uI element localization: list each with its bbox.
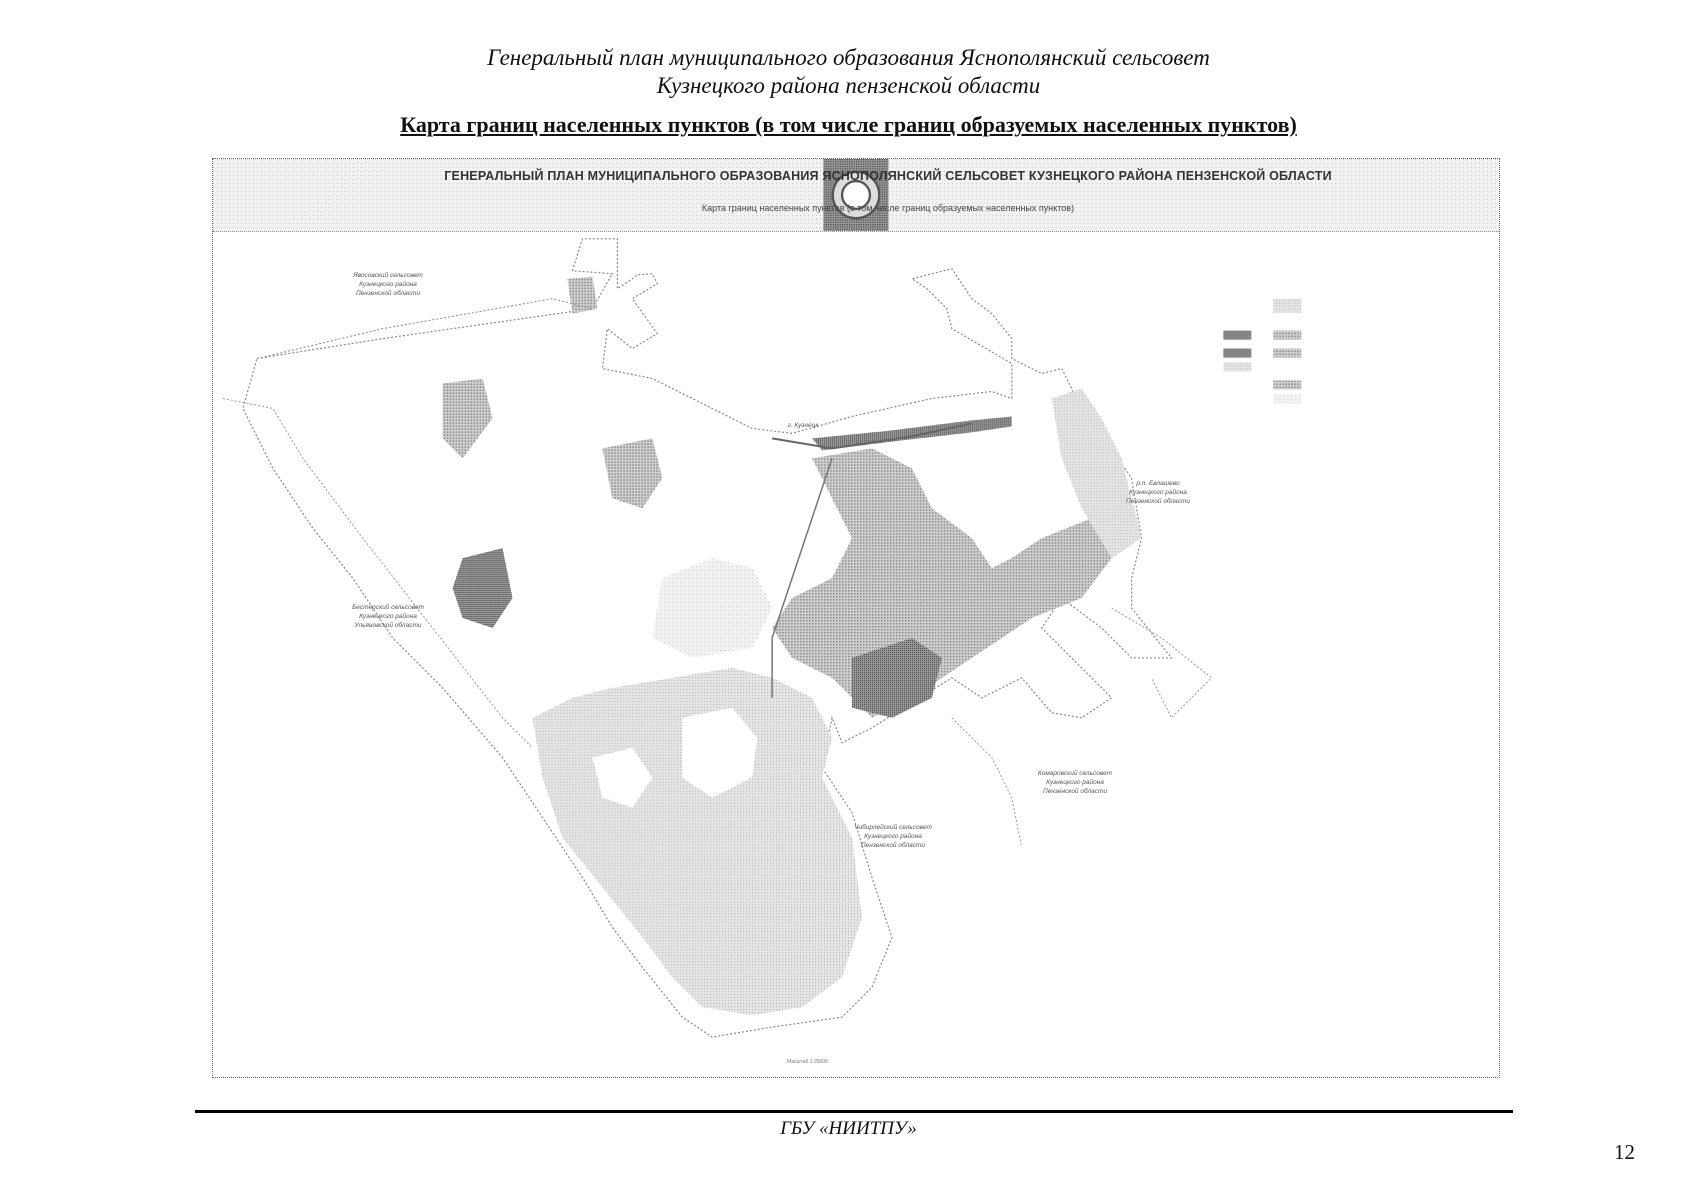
- document-header: [0, 44, 1697, 100]
- legend-swatch-3: [1223, 363, 1251, 372]
- map-subtitle: Карта границ населенных пунктов (в том числе границ образуемых населенных пунктов): [701, 203, 1075, 213]
- footer-organization: ГБУ «НИИТПУ»: [780, 1118, 917, 1139]
- legend-swatch-8: [1273, 394, 1301, 403]
- legend-swatch-6: [1273, 349, 1301, 358]
- map-frame: [212, 158, 1500, 1078]
- zone-north-connector: [567, 277, 597, 314]
- footer-rule: [195, 1110, 1513, 1113]
- map-title: ГЕНЕРАЛЬНЫЙ ПЛАН МУНИЦИПАЛЬНОГО ОБРАЗОВАНИЯ ЯСНОПОЛЯНСКИЙ СЕЛЬСОВЕТ КУЗНЕЦКОГО РАЙОНА ПЕНЗЕНСКОЙ ОБЛАСТИ: [444, 169, 1332, 183]
- label-city: г. Кузнецк: [787, 422, 819, 429]
- legend-swatch-4: [1273, 299, 1301, 313]
- map-caption: Карта границ населенных пунктов (в том числе границ образуемых населенных пунктов): [400, 112, 1297, 137]
- legend-swatch-1: [1223, 331, 1251, 340]
- outer-boundary-south: [952, 718, 1022, 848]
- scale-label: Масштаб 1:25000: [787, 1059, 828, 1065]
- page-number: 12: [1614, 1140, 1635, 1164]
- legend-swatch-2: [1223, 349, 1251, 358]
- label-west: Бестерский сельсовет Кузнецкого района Ульяновской области: [352, 604, 424, 629]
- legend-swatch-5: [1273, 331, 1301, 340]
- label-northeast: р.п. Евлашево Кузнецкого района Пензенской области: [1125, 480, 1191, 505]
- header-line-1: Генеральный план муниципального образования Яснополянский сельсовет: [487, 45, 1210, 70]
- header-line-2: Кузнецкого района пензенской области: [656, 73, 1041, 98]
- label-south: Чибирлейский сельсовет Кузнецкого района Пензенской области: [854, 824, 932, 849]
- legend-swatch-7: [1273, 381, 1301, 390]
- label-northwest: Явосовский сельсовет Кузнецкого района Пензенской области: [353, 272, 423, 297]
- label-southeast: Комаровский сельсовет Кузнецкого района Пензенской области: [1037, 770, 1113, 795]
- map-title-band: [213, 159, 1499, 232]
